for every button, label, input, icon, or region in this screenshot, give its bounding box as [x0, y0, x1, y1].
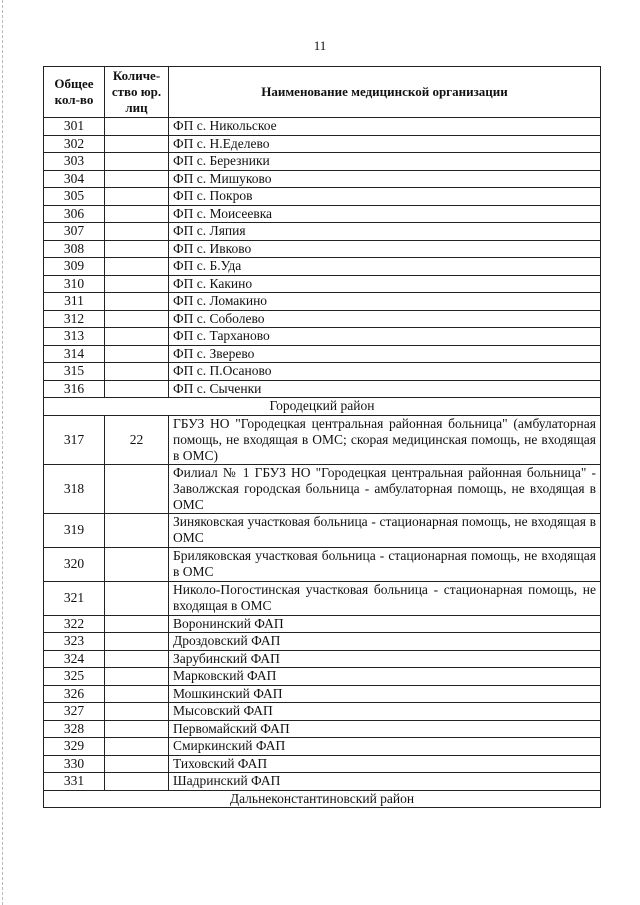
row-organization-name: ФП с. Березники — [169, 153, 601, 171]
row-legal-count — [105, 310, 169, 328]
row-organization-name: Первомайский ФАП — [169, 720, 601, 738]
row-organization-name: ФП с. Какино — [169, 275, 601, 293]
row-legal-count — [105, 328, 169, 346]
table-row — [44, 205, 601, 223]
row-legal-count — [105, 668, 169, 686]
row-legal-count — [105, 738, 169, 756]
row-number: 315 — [44, 363, 105, 381]
row-organization-name: Марковский ФАП — [169, 668, 601, 686]
header-total-count: Общее кол-во — [44, 67, 105, 118]
district-row — [44, 398, 601, 416]
row-organization-name: ФП с. Никольское — [169, 118, 601, 136]
table-row — [44, 513, 601, 547]
table-row — [44, 703, 601, 721]
table-row — [44, 650, 601, 668]
row-legal-count — [105, 633, 169, 651]
row-legal-count — [105, 153, 169, 171]
table-row — [44, 755, 601, 773]
table-row — [44, 720, 601, 738]
row-legal-count — [105, 650, 169, 668]
row-legal-count — [105, 380, 169, 398]
table-row — [44, 275, 601, 293]
row-organization-name: Шадринский ФАП — [169, 773, 601, 791]
row-number: 318 — [44, 464, 105, 513]
row-organization-name: Дроздовский ФАП — [169, 633, 601, 651]
row-organization-name: ФП с. Ляпия — [169, 223, 601, 241]
row-organization-name: ФП с. Сыченки — [169, 380, 601, 398]
row-legal-count — [105, 188, 169, 206]
row-legal-count — [105, 685, 169, 703]
row-legal-count — [105, 720, 169, 738]
table-row — [44, 188, 601, 206]
row-organization-name: Зиняковская участковая больница - стационарная помощь, не входящая в ОМС — [169, 513, 601, 547]
row-number: 323 — [44, 633, 105, 651]
row-organization-name: Николо-Погостинская участковая больница - стационарная помощь, не входящая в ОМС — [169, 581, 601, 615]
table-row — [44, 153, 601, 171]
row-legal-count — [105, 363, 169, 381]
row-number: 321 — [44, 581, 105, 615]
table-row — [44, 633, 601, 651]
row-legal-count — [105, 293, 169, 311]
row-number: 303 — [44, 153, 105, 171]
row-number: 301 — [44, 118, 105, 136]
table-row — [44, 464, 601, 513]
row-number: 327 — [44, 703, 105, 721]
table-row — [44, 380, 601, 398]
table-row — [44, 668, 601, 686]
row-number: 319 — [44, 513, 105, 547]
row-legal-count — [105, 345, 169, 363]
row-organization-name: ФП с. Мишуково — [169, 170, 601, 188]
table-row — [44, 738, 601, 756]
row-organization-name: ФП с. Соболево — [169, 310, 601, 328]
row-organization-name: ФП с. Н.Еделево — [169, 135, 601, 153]
row-legal-count — [105, 223, 169, 241]
table-row — [44, 415, 601, 464]
row-legal-count — [105, 170, 169, 188]
row-number: 305 — [44, 188, 105, 206]
table-row — [44, 615, 601, 633]
row-number: 330 — [44, 755, 105, 773]
row-number: 304 — [44, 170, 105, 188]
row-legal-count — [105, 135, 169, 153]
table-row — [44, 240, 601, 258]
page-number: 11 — [313, 38, 327, 53]
row-legal-count: 22 — [105, 415, 169, 464]
table-row — [44, 170, 601, 188]
row-number: 302 — [44, 135, 105, 153]
row-legal-count — [105, 464, 169, 513]
district-name: Городецкий район — [44, 398, 601, 416]
row-legal-count — [105, 581, 169, 615]
row-number: 312 — [44, 310, 105, 328]
table-row — [44, 581, 601, 615]
row-number: 328 — [44, 720, 105, 738]
table-row — [44, 118, 601, 136]
table-row — [44, 345, 601, 363]
row-organization-name: Воронинский ФАП — [169, 615, 601, 633]
row-number: 309 — [44, 258, 105, 276]
table-row — [44, 547, 601, 581]
table-row — [44, 135, 601, 153]
row-number: 306 — [44, 205, 105, 223]
row-organization-name: Смиркинский ФАП — [169, 738, 601, 756]
row-organization-name: ФП с. Тарханово — [169, 328, 601, 346]
table-row — [44, 223, 601, 241]
row-organization-name: ФП с. Зверево — [169, 345, 601, 363]
row-legal-count — [105, 275, 169, 293]
row-organization-name: Мошкинский ФАП — [169, 685, 601, 703]
page-edge — [2, 0, 3, 905]
row-number: 320 — [44, 547, 105, 581]
district-row — [44, 790, 601, 808]
row-legal-count — [105, 615, 169, 633]
row-organization-name: Филиал № 1 ГБУЗ НО "Городецкая центральная районная больница" - Заволжская городская больница - амбулаторная помощь, не входящая в ОМС — [169, 464, 601, 513]
row-number: 326 — [44, 685, 105, 703]
row-organization-name: ФП с. Ломакино — [169, 293, 601, 311]
table-row — [44, 773, 601, 791]
table-row — [44, 363, 601, 381]
row-legal-count — [105, 240, 169, 258]
table-header-row — [44, 67, 601, 118]
row-organization-name: Мысовский ФАП — [169, 703, 601, 721]
row-number: 329 — [44, 738, 105, 756]
row-organization-name: ФП с. Покров — [169, 188, 601, 206]
row-organization-name: Бриляковская участковая больница - стационарная помощь, не входящая в ОМС — [169, 547, 601, 581]
table-row — [44, 258, 601, 276]
row-number: 308 — [44, 240, 105, 258]
table-row — [44, 685, 601, 703]
row-organization-name: ФП с. Б.Уда — [169, 258, 601, 276]
row-number: 325 — [44, 668, 105, 686]
row-number: 324 — [44, 650, 105, 668]
header-legal-entities: Количе-ство юр. лиц — [105, 67, 169, 118]
row-legal-count — [105, 205, 169, 223]
row-organization-name: Тиховский ФАП — [169, 755, 601, 773]
row-legal-count — [105, 513, 169, 547]
row-organization-name: ГБУЗ НО "Городецкая центральная районная больница" (амбулаторная помощь, не входящая в ОМС; скорая медицинская помощь, не входящая в ОМС) — [169, 415, 601, 464]
table-row — [44, 293, 601, 311]
row-number: 313 — [44, 328, 105, 346]
row-legal-count — [105, 703, 169, 721]
table-row — [44, 310, 601, 328]
row-organization-name: ФП с. Ивково — [169, 240, 601, 258]
row-organization-name: Зарубинский ФАП — [169, 650, 601, 668]
row-number: 307 — [44, 223, 105, 241]
row-legal-count — [105, 755, 169, 773]
row-number: 322 — [44, 615, 105, 633]
table-row — [44, 328, 601, 346]
row-number: 316 — [44, 380, 105, 398]
row-number: 314 — [44, 345, 105, 363]
row-legal-count — [105, 547, 169, 581]
row-number: 311 — [44, 293, 105, 311]
row-legal-count — [105, 118, 169, 136]
district-name: Дальнеконстантиновский район — [44, 790, 601, 808]
row-number: 317 — [44, 415, 105, 464]
row-organization-name: ФП с. Моисеевка — [169, 205, 601, 223]
row-number: 310 — [44, 275, 105, 293]
header-organization-name: Наименование медицинской организации — [169, 67, 601, 118]
row-organization-name: ФП с. П.Осаново — [169, 363, 601, 381]
row-legal-count — [105, 258, 169, 276]
organizations-table — [43, 66, 601, 808]
row-legal-count — [105, 773, 169, 791]
row-number: 331 — [44, 773, 105, 791]
